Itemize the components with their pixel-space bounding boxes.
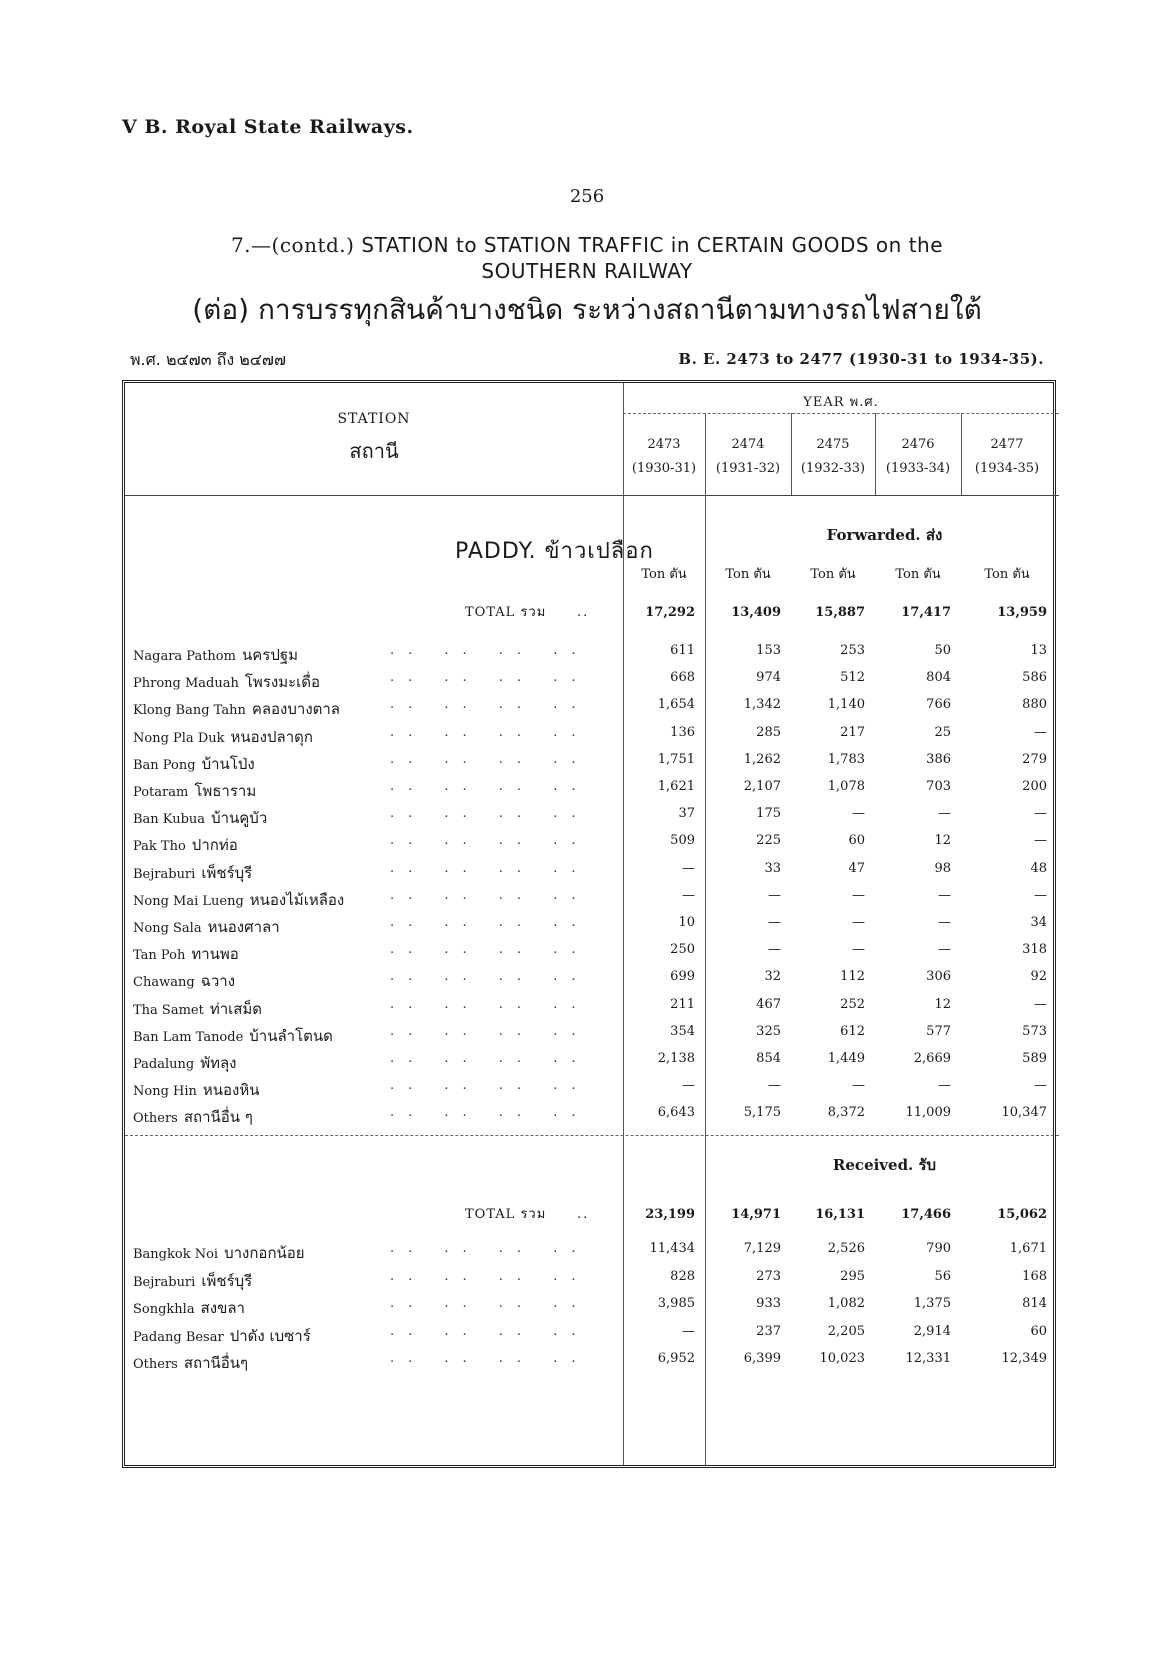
station-name	[133, 697, 340, 721]
period-thai: พ.ศ. ๒๔๗๓ ถึง ๒๔๗๗	[130, 350, 286, 369]
station-name-en: Padalung	[133, 1057, 195, 1072]
value-cell: 804	[926, 670, 951, 686]
value-cell: 60	[1030, 1323, 1047, 1339]
station-name-th: สถานีอื่นๆ	[183, 1354, 249, 1372]
value-cell: 32	[764, 969, 781, 985]
value-cell: 1,751	[657, 751, 695, 767]
value-cell: 92	[1030, 969, 1047, 985]
table-row	[125, 965, 1059, 992]
station-name	[133, 670, 320, 694]
leader-dots: .. .. .. ..	[390, 806, 590, 822]
value-cell: 2,107	[743, 779, 781, 794]
station-name-en: Phrong Maduah	[133, 676, 239, 692]
station-name-th: โพธาราม	[194, 782, 257, 800]
station-name	[133, 833, 238, 857]
year-col-5	[961, 433, 1053, 481]
station-name	[133, 861, 252, 885]
total-cell: 17,466	[901, 1207, 951, 1222]
leader-dots: .. .. .. ..	[390, 643, 590, 658]
value-cell: 37	[678, 806, 695, 822]
station-name	[133, 806, 267, 830]
leader-dots: .. .. .. ..	[390, 1296, 590, 1311]
value-cell: 509	[670, 833, 695, 849]
station-name-en: Bejraburi	[133, 866, 196, 882]
station-name-en: Chawang	[133, 975, 195, 991]
year-header: YEAR พ.ศ.	[803, 395, 879, 410]
leader-dots: .. .. .. ..	[390, 779, 590, 794]
leader-dots: .. .. .. ..	[390, 1105, 590, 1121]
station-name	[133, 1324, 311, 1348]
value-cell: —	[682, 1078, 695, 1094]
value-cell: 12	[934, 833, 951, 849]
value-cell: —	[938, 806, 951, 822]
table-row	[125, 802, 1059, 829]
total-cell: 13,409	[731, 605, 781, 620]
value-cell: 200	[1022, 779, 1047, 794]
value-cell: —	[852, 915, 865, 930]
value-cell: 854	[756, 1051, 781, 1066]
station-name-en: Ban Lam Tanode	[133, 1029, 244, 1045]
station-name	[133, 779, 256, 803]
station-header: STATION	[337, 411, 411, 427]
value-cell: 880	[1022, 697, 1047, 713]
value-cell: 668	[670, 670, 695, 686]
value-cell: —	[682, 887, 695, 903]
station-name-th: เพ็ชร์บุรี	[201, 863, 253, 882]
value-cell: 577	[926, 1023, 951, 1039]
year-ce: (1934-35)	[974, 461, 1040, 476]
value-cell: 1,654	[657, 697, 695, 713]
value-cell: 10,023	[819, 1351, 865, 1366]
value-cell: 3,985	[657, 1296, 695, 1311]
table-row	[125, 775, 1059, 802]
value-cell: 12	[934, 996, 951, 1012]
year-be: 2476	[901, 437, 935, 452]
station-name-th: บ้านโป่ง	[201, 754, 255, 773]
value-cell: 766	[926, 697, 951, 713]
value-cell: 1,140	[827, 697, 865, 713]
value-cell: —	[768, 942, 781, 958]
value-cell: 6,399	[743, 1351, 781, 1366]
value-cell: 306	[926, 969, 951, 985]
value-cell: 6,952	[657, 1351, 695, 1366]
station-name	[133, 1051, 237, 1075]
station-name-en: Potaram	[133, 785, 189, 800]
value-cell: 33	[764, 860, 781, 876]
value-cell: 354	[670, 1023, 695, 1039]
value-cell: 285	[756, 724, 781, 740]
value-cell: 1,783	[827, 751, 865, 767]
total-cell: 16,131	[815, 1207, 865, 1222]
station-name	[133, 1024, 333, 1048]
value-cell: 8,372	[827, 1105, 865, 1121]
table-row	[125, 1101, 1059, 1128]
value-cell: —	[1034, 887, 1047, 903]
table-row	[125, 857, 1059, 884]
station-name-en: Ban Pong	[133, 757, 196, 773]
value-cell: 1,342	[743, 697, 781, 713]
value-cell: 828	[670, 1268, 695, 1284]
value-cell: —	[1034, 1078, 1047, 1094]
value-cell: 112	[840, 969, 865, 985]
value-cell: 168	[1022, 1268, 1047, 1284]
station-name-th: บางกอกน้อย	[224, 1244, 305, 1262]
station-name	[133, 915, 280, 939]
leader-dots: .. .. .. ..	[390, 697, 590, 713]
station-name-en: Nagara Pathom	[133, 649, 236, 664]
unit-label: Ton ตัน	[725, 567, 771, 582]
total-label: TOTAL รวม	[465, 605, 547, 620]
total-cell: 17,292	[645, 605, 695, 620]
value-cell: 175	[756, 806, 781, 822]
station-name-th: คลองบางตาล	[251, 700, 340, 719]
table-row	[125, 639, 1059, 666]
value-cell: 933	[756, 1296, 781, 1311]
value-cell: 12,331	[905, 1351, 951, 1366]
leader-dots: .. .. .. ..	[390, 1051, 590, 1066]
leader-dots: .. .. .. ..	[390, 1241, 590, 1256]
value-cell: 573	[1022, 1023, 1047, 1039]
station-name-en: Others	[133, 1111, 178, 1127]
total-cell: 23,199	[645, 1207, 695, 1222]
value-cell: 589	[1022, 1051, 1047, 1066]
year-header-divider	[623, 413, 1059, 414]
title-line-2: SOUTHERN RAILWAY	[481, 259, 693, 283]
value-cell: 250	[670, 942, 695, 958]
value-cell: 1,375	[913, 1296, 951, 1311]
station-name-en: Padang Besar	[133, 1329, 224, 1345]
value-cell: 25	[934, 724, 951, 740]
column-rule	[961, 413, 962, 495]
value-cell: 318	[1022, 942, 1047, 958]
value-cell: 253	[840, 643, 865, 658]
year-ce: (1933-34)	[885, 461, 951, 476]
value-cell: 211	[670, 996, 695, 1012]
table-row	[125, 1020, 1059, 1047]
station-name	[133, 997, 262, 1021]
station-name	[133, 1241, 305, 1265]
year-ce: (1930-31)	[631, 461, 697, 476]
table-row	[125, 1320, 1059, 1347]
station-name-th: หนองหิน	[202, 1081, 260, 1100]
value-cell: 217	[840, 724, 865, 740]
value-cell: 586	[1022, 670, 1047, 686]
table-row	[125, 1347, 1059, 1374]
value-cell: 1,449	[827, 1051, 865, 1066]
year-be: 2475	[816, 437, 850, 452]
station-name-en: Ban Kubua	[133, 812, 206, 828]
value-cell: 612	[840, 1023, 865, 1039]
station-name-en: Bejraburi	[133, 1274, 196, 1290]
year-be: 2473	[647, 437, 681, 452]
value-cell: —	[1034, 996, 1047, 1012]
total-cell: 15,062	[997, 1207, 1047, 1222]
value-cell: 56	[934, 1268, 951, 1284]
column-rule	[705, 413, 706, 495]
value-cell: —	[852, 887, 865, 903]
value-cell: 295	[840, 1268, 865, 1284]
station-name-th: บ้านลำโตนด	[249, 1026, 333, 1045]
value-cell: 12,349	[1001, 1351, 1047, 1366]
value-cell: 50	[934, 643, 951, 658]
station-name-th: ปากท่อ	[191, 836, 238, 855]
value-cell: 5,175	[743, 1105, 781, 1121]
value-cell: —	[852, 1078, 865, 1094]
station-name-en: Tan Poh	[133, 948, 186, 964]
station-name-th: ทานพอ	[191, 945, 239, 964]
value-cell: —	[768, 1078, 781, 1094]
station-name-th: หนองศาลา	[207, 918, 280, 936]
station-name-en: Bangkok Noi	[133, 1247, 219, 1262]
station-name	[133, 1078, 260, 1102]
value-cell: —	[682, 1323, 695, 1339]
table-row	[125, 1292, 1059, 1319]
unit-label: Ton ตัน	[895, 567, 941, 582]
table-row	[125, 1237, 1059, 1264]
commodity-title: PADDY. ข้าวเปลือก	[455, 539, 654, 564]
leader-dots: .. .. .. ..	[390, 670, 590, 686]
value-cell: 136	[670, 724, 695, 740]
table-row	[125, 666, 1059, 693]
station-name-en: Nong Sala	[133, 921, 202, 936]
value-cell: 974	[756, 670, 781, 686]
value-cell: —	[1034, 724, 1047, 740]
year-be: 2477	[990, 437, 1024, 452]
year-ce: (1932-33)	[800, 461, 866, 476]
station-name	[133, 1269, 252, 1293]
value-cell: —	[938, 1078, 951, 1094]
value-cell: 10,347	[1001, 1105, 1047, 1121]
station-name-th: ท่าเสม็ด	[209, 999, 263, 1018]
station-name-en: Others	[133, 1357, 178, 1372]
value-cell: 11,009	[905, 1105, 951, 1121]
leader-dots: .. .. .. ..	[390, 724, 590, 740]
station-name	[133, 969, 235, 993]
leader-dots: ..	[577, 1207, 590, 1222]
table-row	[125, 829, 1059, 856]
value-cell: 386	[926, 751, 951, 767]
value-cell: 1,671	[1009, 1241, 1047, 1256]
value-cell: 1,262	[743, 751, 781, 767]
station-header-thai: สถานี	[349, 439, 399, 463]
leader-dots: .. .. .. ..	[390, 887, 590, 903]
station-name-th: หนองปลาดุก	[230, 727, 313, 746]
value-cell: 703	[926, 779, 951, 794]
value-cell: 790	[926, 1241, 951, 1256]
station-name-en: Nong Mai Lueng	[133, 893, 244, 909]
value-cell: 48	[1030, 860, 1047, 876]
value-cell: 98	[934, 860, 951, 876]
leader-dots: .. .. .. ..	[390, 833, 590, 849]
leader-dots: .. .. .. ..	[390, 942, 590, 958]
value-cell: 467	[756, 996, 781, 1012]
leader-dots: ..	[577, 605, 590, 620]
column-rule	[875, 413, 876, 495]
table-row	[125, 884, 1059, 911]
leader-dots: .. .. .. ..	[390, 996, 590, 1012]
year-ce: (1931-32)	[715, 461, 781, 476]
value-cell: 252	[840, 996, 865, 1012]
table-row	[125, 693, 1059, 720]
value-cell: 2,669	[913, 1051, 951, 1066]
value-cell: 2,914	[913, 1323, 951, 1339]
year-col-3	[791, 433, 875, 481]
table-row	[125, 721, 1059, 748]
column-rule	[791, 413, 792, 495]
station-name-th: บ้านคูบัว	[211, 809, 268, 828]
title-lead: 7.—(contd.)	[230, 233, 355, 257]
station-name-th: โพรงมะเดื่อ	[244, 673, 321, 692]
station-name-en: Klong Bang Tahn	[133, 703, 246, 719]
value-cell: 512	[840, 670, 865, 686]
value-cell: —	[1034, 833, 1047, 849]
total-label: TOTAL รวม	[465, 1207, 547, 1222]
header-divider	[125, 495, 1059, 496]
traffic-table	[122, 380, 1056, 1468]
leader-dots: .. .. .. ..	[390, 915, 590, 930]
value-cell: 6,643	[657, 1105, 695, 1121]
value-cell: 279	[1022, 751, 1047, 767]
station-name-th: สถานีอื่น ๆ	[183, 1108, 253, 1127]
total-cell: 15,887	[815, 605, 865, 620]
leader-dots: .. .. .. ..	[390, 1078, 590, 1094]
value-cell: —	[938, 915, 951, 930]
value-cell: 814	[1022, 1296, 1047, 1311]
station-name	[133, 752, 255, 776]
value-cell: 273	[756, 1268, 781, 1284]
total-cell: 17,417	[901, 605, 951, 620]
section-heading: V B. Royal State Railways.	[122, 116, 414, 138]
table-row	[125, 911, 1059, 938]
title-thai: (ต่อ) การบรรทุกสินค้าบางชนิด ระหว่างสถานีตามทางรถไฟสายใต้	[192, 293, 982, 326]
leader-dots: .. .. .. ..	[390, 969, 590, 985]
table-row	[125, 1047, 1059, 1074]
value-cell: 2,138	[657, 1051, 695, 1066]
value-cell: 34	[1030, 915, 1047, 930]
value-cell: 225	[756, 833, 781, 849]
value-cell: 153	[756, 643, 781, 658]
leader-dots: .. .. .. ..	[390, 1268, 590, 1284]
station-name	[133, 643, 298, 667]
leader-dots: .. .. .. ..	[390, 1023, 590, 1039]
station-name	[133, 1351, 248, 1375]
value-cell: 60	[848, 833, 865, 849]
value-cell: —	[938, 942, 951, 958]
value-cell: 47	[848, 860, 865, 876]
value-cell: 2,205	[827, 1323, 865, 1339]
unit-label: Ton ตัน	[984, 567, 1030, 582]
total-cell: 14,971	[731, 1207, 781, 1222]
year-col-1	[623, 433, 705, 481]
station-name-en: Nong Pla Duk	[133, 730, 225, 746]
leader-dots: .. .. .. ..	[390, 1323, 590, 1339]
value-cell: 7,129	[743, 1241, 781, 1256]
value-cell: 10	[678, 915, 695, 930]
value-cell: 2,526	[827, 1241, 865, 1256]
table-row	[125, 748, 1059, 775]
value-cell: —	[682, 860, 695, 876]
value-cell: —	[1034, 806, 1047, 822]
station-name	[133, 888, 344, 912]
forwarded-total-row	[125, 601, 1059, 628]
station-name-th: ปาดัง เบซาร์	[229, 1326, 311, 1345]
value-cell: —	[768, 915, 781, 930]
leader-dots: .. .. .. ..	[390, 751, 590, 767]
value-cell: 699	[670, 969, 695, 985]
station-name-th: สงขลา	[200, 1299, 245, 1317]
station-name-en: Songkhla	[133, 1302, 195, 1317]
value-cell: 325	[756, 1023, 781, 1039]
station-name-th: เพ็ชร์บุรี	[201, 1271, 253, 1290]
total-cell: 13,959	[997, 605, 1047, 620]
title-line-1: STATION to STATION TRAFFIC in CERTAIN GOODS on the	[361, 233, 944, 257]
value-cell: 1,082	[827, 1296, 865, 1311]
station-name-en: Nong Hin	[133, 1084, 197, 1100]
value-cell: 237	[756, 1323, 781, 1339]
section-divider	[125, 1135, 1059, 1136]
table-row	[125, 938, 1059, 965]
station-name	[133, 942, 239, 966]
unit-label: Ton ตัน	[641, 567, 687, 582]
station-name-th: พัทลุง	[200, 1054, 237, 1072]
station-name-en: Pak Tho	[133, 839, 186, 855]
station-name-th: ฉวาง	[200, 972, 236, 991]
value-cell: 1,078	[827, 779, 865, 794]
value-cell: 611	[670, 643, 695, 658]
station-name	[133, 725, 313, 749]
station-name	[133, 1105, 253, 1129]
value-cell: —	[768, 887, 781, 903]
value-cell: 1,621	[657, 779, 695, 794]
year-be: 2474	[731, 437, 765, 452]
station-name-en: Tha Samet	[133, 1002, 204, 1018]
received-heading: Received. รับ	[832, 1156, 937, 1174]
table-title	[0, 232, 1174, 284]
period-english: B. E. 2473 to 2477 (1930-31 to 1934-35).	[678, 350, 1044, 368]
value-cell: 11,434	[649, 1241, 695, 1256]
table-row	[125, 1074, 1059, 1101]
leader-dots: .. .. .. ..	[390, 860, 590, 876]
forwarded-heading: Forwarded. ส่ง	[826, 526, 943, 544]
station-name-th: นครปฐม	[241, 646, 298, 664]
page-number: 256	[569, 186, 605, 207]
value-cell: —	[938, 887, 951, 903]
received-total-row	[125, 1203, 1059, 1230]
value-cell: 13	[1030, 643, 1047, 658]
value-cell: —	[852, 942, 865, 958]
unit-label: Ton ตัน	[810, 567, 856, 582]
station-name	[133, 1296, 245, 1320]
leader-dots: .. .. .. ..	[390, 1351, 590, 1366]
table-row	[125, 1265, 1059, 1292]
table-row	[125, 993, 1059, 1020]
value-cell: —	[852, 806, 865, 822]
year-col-4	[875, 433, 961, 481]
station-name-th: หนองไม้เหลือง	[249, 890, 345, 909]
year-col-2	[705, 433, 791, 481]
